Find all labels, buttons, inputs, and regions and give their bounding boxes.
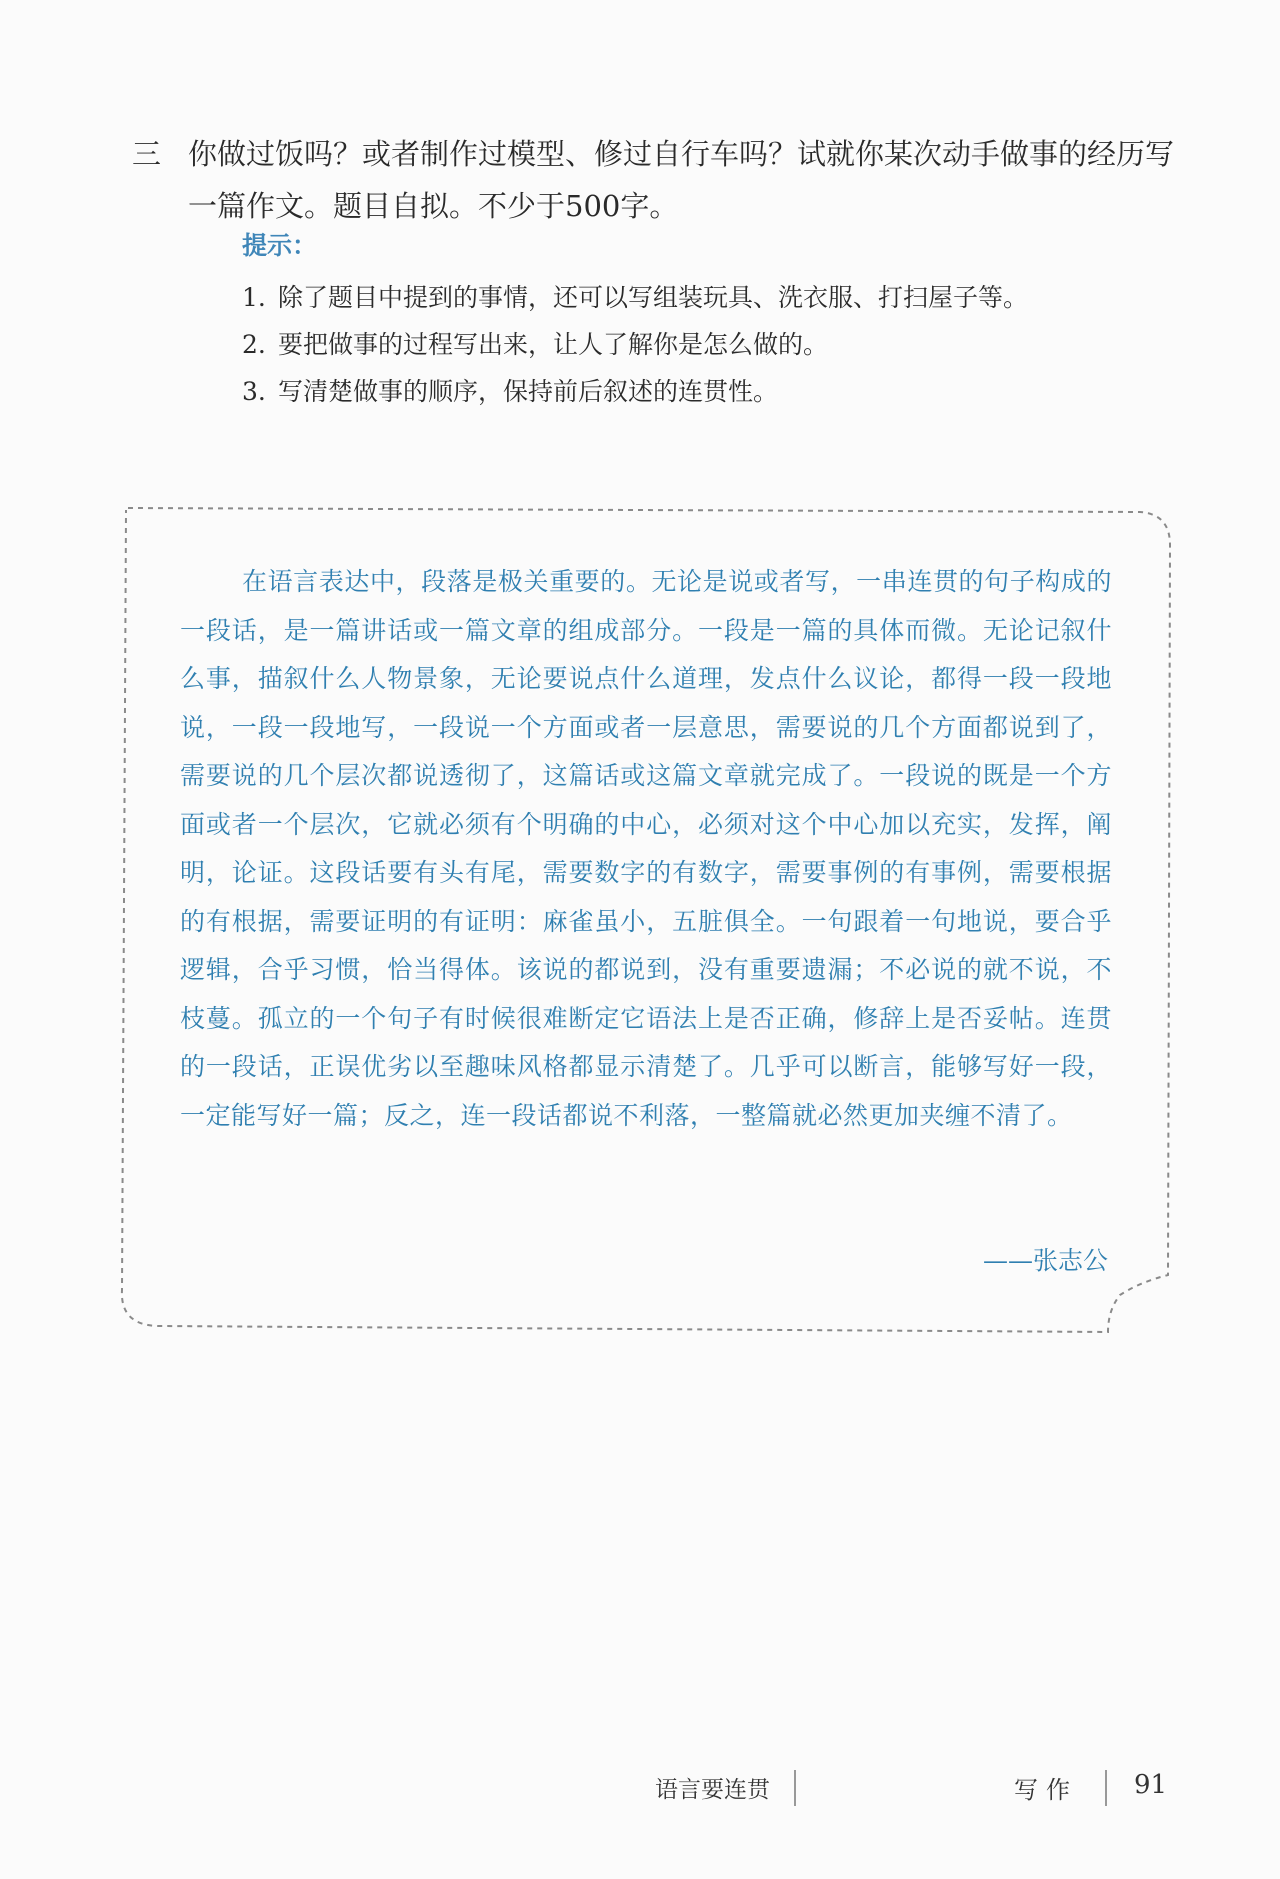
- hint-text: 除了题目中提到的事情，还可以写组装玩具、洗衣服、打扫屋子等。: [278, 283, 1029, 312]
- footer-divider: [1105, 1770, 1107, 1806]
- quote-author: ——张志公: [982, 1246, 1108, 1275]
- footer-category: 写作: [1014, 1776, 1078, 1804]
- footer-divider: [794, 1770, 796, 1806]
- page-number: 91: [1134, 1770, 1168, 1800]
- hint-number: 2.: [242, 330, 266, 359]
- hint-number: 3.: [242, 377, 266, 406]
- hint-number: 1.: [242, 283, 266, 312]
- hint-text: 要把做事的过程写出来，让人了解你是怎么做的。: [278, 330, 829, 359]
- footer-section-title: 语言要连贯: [655, 1777, 770, 1803]
- hint-text: 写清楚做事的顺序，保持前后叙述的连贯性。: [278, 377, 779, 406]
- task-number: 三: [132, 137, 162, 171]
- task-text: 你做过饭吗？或者制作过模型、修过自行车吗？试就你某次动手做事的经历写一篇作文。题目自拟。不少于500字。: [188, 137, 1175, 223]
- hint-title: 提示：: [242, 231, 318, 260]
- quote-paragraph: 在语言表达中，段落是极关重要的。无论是说或者写，一串连贯的句子构成的一段话，是一篇讲话或一篇文章的组成部分。一段是一篇的具体而微。无论记叙什么事，描叙什么人物景象，无论要说点什么道理，发点什么议论，都得一段一段地说，一段一段地写，一段说一个方面或者一层意思，需要说的几个方面都说到了，需要说的几个层次都说透彻了，这篇话或这篇文章就完成了。一段说的既是一个方面或者一个层次，它就必须有个明确的中心，必须对这个中心加以充实，发挥，阐明，论证。这段话要有头有尾，需要数字的有数字，需要事例的有事例，需要根据的有根据，需要证明的有证明：麻雀虽小，五脏俱全。一句跟着一句地说，要合乎逻辑，合乎习惯，恰当得体。该说的都说到，没有重要遗漏；不必说的就不说，不枝蔓。孤立的一个句子有时候很难断定它语法上是否正确，修辞上是否妥帖。连贯的一段话，正误优劣以至趣味风格都显示清楚了。几乎可以断言，能够写好一段，一定能写好一篇；反之，连一段话都说不利落，一整篇就必然更加夹缠不清了。: [180, 567, 1112, 1130]
